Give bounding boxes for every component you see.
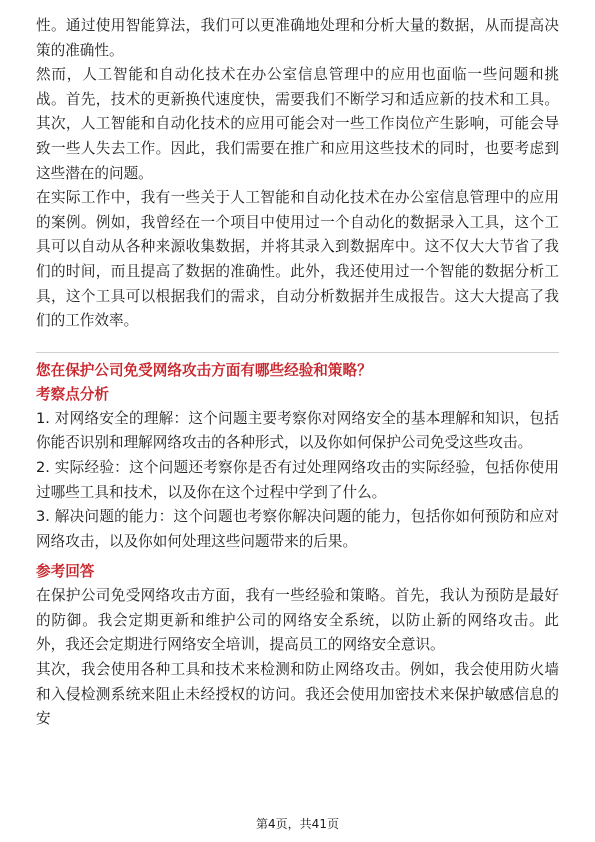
page-footer: 第4页，共41页 xyxy=(256,817,339,831)
analysis-item-2: 2. 实际经验：这个问题还考察你是否有过处理网络攻击的实际经验，包括你使用过哪些工具和技术，以及你在这个过程中学到了什么。 xyxy=(36,458,559,501)
analysis-item-1: 1. 对网络安全的理解：这个问题主要考察你对网络安全的基本理解和知识，包括你能否识别和理解网络攻击的各种形式，以及你如何保护公司免受这些攻击。 xyxy=(36,409,559,452)
answer-heading: 参考回答 xyxy=(36,563,95,581)
intro-paragraph-2: 然而，人工智能和自动化技术在办公室信息管理中的应用也面临一些问题和挑战。首先，技术的更新换代速度快，需要我们不断学习和适应新的技术和工具。其次，人工智能和自动化技术的应用可能会对一些工作岗位产生影响，可能会导致一些人失去工作。因此，我们需要在推广和应用这些技术的同时，也要考虑到这些潜在的问题。 xyxy=(36,66,559,182)
section-divider xyxy=(36,352,559,353)
answer-paragraph-1: 在保护公司免受网络攻击方面，我有一些经验和策略。首先，我认为预防是最好的防御。我会定期更新和维护公司的网络安全系统，以防止新的网络攻击。此外，我还会定期进行网络安全培训，提高员工的网络安全意识。 xyxy=(36,587,559,654)
intro-paragraph-1: 性。通过使用智能算法，我们可以更准确地处理和分析大量的数据，从而提高决策的准确性。 xyxy=(36,17,559,59)
question-title: 您在保护公司免受网络攻击方面有哪些经验和策略？ xyxy=(36,361,372,379)
analysis-item-3: 3. 解决问题的能力：这个问题也考察你解决问题的能力，包括你如何预防和应对网络攻击，以及你如何处理这些问题带来的后果。 xyxy=(36,508,559,550)
analysis-heading: 考察点分析 xyxy=(36,385,109,403)
answer-paragraph-2: 其次，我会使用各种工具和技术来检测和防止网络攻击。例如，我会使用防火墙和入侵检测系统来阻止未经授权的访问。我还会使用加密技术来保护敏感信息的安 xyxy=(36,661,559,728)
document-page xyxy=(36,14,559,732)
intro-paragraph-3: 在实际工作中，我有一些关于人工智能和自动化技术在办公室信息管理中的应用的案例。例如，我曾经在一个项目中使用过一个自动化的数据录入工具，这个工具可以自动从各种来源收集数据，并将其录入到数据库中。这不仅大大节省了我们的时间，而且提高了数据的准确性。此外，我还使用过一个智能的数据分析工具，这个工具可以根据我们的需求，自动分析数据并生成报告。这大大提高了我们的工作效率。 xyxy=(36,189,559,330)
